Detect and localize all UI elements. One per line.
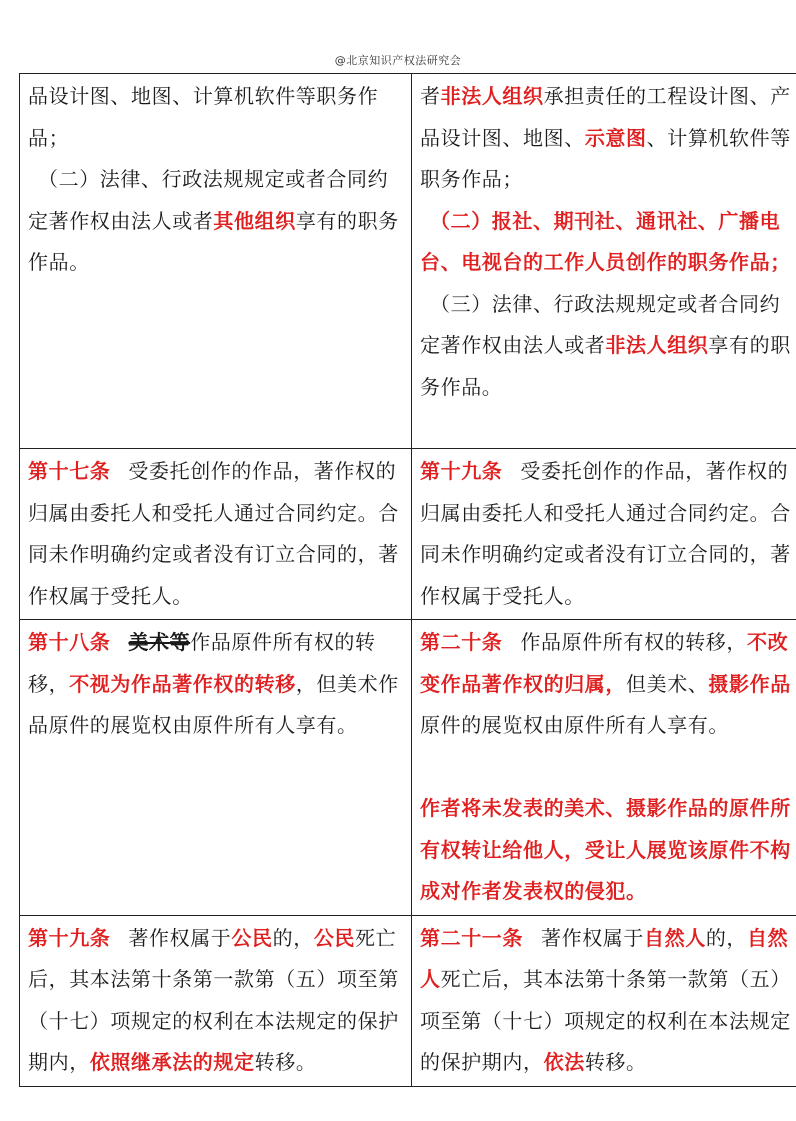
table-row: [20, 620, 796, 916]
blank-line: [420, 747, 796, 789]
text-span: 转移。: [584, 1050, 647, 1074]
paragraph: [420, 76, 796, 201]
paragraph: [420, 918, 796, 1084]
text-span: 受委托创作的作品，著作权的归属由委托人和受托人通过合同约定。合同未作明确约定或者没有订立合同的，著作权属于受托人。: [28, 459, 399, 608]
article-number: 第二十条: [420, 630, 503, 654]
text-span: ，但美术作品原件的展览权由原件所有人享有。: [28, 671, 399, 737]
article-number: 第十九条: [28, 925, 111, 950]
paragraph: [420, 284, 796, 409]
text-span: 受委托创作的作品，著作权的归属由委托人和受托人通过合同约定。合同未作明确约定或者没有订立合同的，著作权属于受托人。: [420, 459, 791, 608]
table-row: [20, 449, 796, 620]
highlighted-text: 自然人: [420, 925, 789, 991]
paragraph: [28, 451, 405, 617]
highlighted-text: 非法人组织: [440, 84, 544, 108]
comparison-table: [19, 73, 796, 1087]
highlighted-text: 不改变作品著作权的归属，: [420, 630, 789, 696]
new-law-cell: [412, 620, 796, 916]
paragraph: [28, 159, 405, 284]
text-span: 著作权属于: [541, 925, 644, 950]
highlighted-text: 自然人: [644, 925, 706, 950]
text-span: 承担责任的工程设计图、产品设计图、地图、: [420, 84, 791, 150]
old-law-cell: [20, 449, 412, 620]
text-span: 作品原件所有权的转移，: [520, 630, 748, 654]
text-span: （二）法律、行政法规规定或者合同约定著作权由法人或者: [28, 167, 389, 233]
text-span: 品设计图、地图、计算机软件等职务作品；: [28, 84, 379, 150]
highlighted-text: 不视为作品著作权的转移: [69, 671, 296, 696]
article-number: 第十九条: [420, 459, 503, 483]
text-span: 但美术、: [626, 671, 709, 696]
article-number: 第二十一条: [420, 925, 523, 950]
highlighted-text: 公民: [313, 925, 356, 950]
highlighted-text: 非法人组织: [605, 333, 709, 357]
text-span: 死亡后，其本法第十条第一款第（五）项至第（十七）项规定的权利在本法规定的保护期内，: [420, 967, 791, 1074]
highlighted-text: 依照继承法的规定: [89, 1050, 255, 1074]
article-number: 第十七条: [28, 459, 111, 483]
struck-text: 美术等: [128, 630, 191, 654]
text-span: 的，: [705, 925, 748, 950]
text-span: 、计算机软件等职务作品；: [420, 125, 791, 191]
highlighted-text: 示意图: [584, 125, 647, 150]
old-law-cell: [20, 915, 412, 1086]
text-span: 的，: [272, 925, 314, 950]
paragraph: [420, 451, 796, 617]
highlighted-text: 摄影作品: [708, 671, 791, 696]
text-span: 转移。: [254, 1050, 317, 1074]
article-number: 第十八条: [28, 630, 111, 654]
highlighted-text: 其他组织: [213, 208, 296, 233]
table-row: [20, 915, 796, 1086]
text-span: 作品原件所有权的转移，: [28, 630, 376, 696]
old-law-cell: [20, 620, 412, 916]
new-law-cell: [412, 74, 796, 449]
text-span: 者: [420, 84, 441, 108]
text-span: 著作权属于: [128, 925, 232, 950]
highlighted-text: 依法: [543, 1050, 585, 1074]
highlighted-text: 公民: [231, 925, 273, 950]
text-span: 享有的职务作品。: [28, 208, 399, 274]
old-law-cell: [20, 74, 412, 449]
table-row: [20, 74, 796, 449]
text-span: 享有的职务作品。: [420, 333, 791, 399]
text-span: （三）法律、行政法规规定或者合同约定著作权由法人或者: [420, 291, 781, 357]
text-span: 原件的展览权由原件所有人享有。: [420, 713, 729, 737]
new-law-cell: [412, 449, 796, 620]
new-law-cell: [412, 915, 796, 1086]
paragraph: [28, 918, 405, 1084]
paragraph: [420, 622, 796, 747]
text-span: 死亡后，其本法第十条第一款第（五）项至第（十七）项规定的权利在本法规定的保护期内，: [28, 925, 399, 1074]
paragraph: [28, 76, 405, 159]
highlighted-paragraph: 作者将未发表的美术、摄影作品的原件所有权转让给他人，受让人展览该原件不构成对作者发表权的侵犯。: [420, 796, 791, 903]
watermark-text: @北京知识产权法研究会: [334, 54, 462, 67]
highlighted-paragraph: （二）报社、期刊社、通讯社、广播电台、电视台的工作人员创作的职务作品；: [420, 208, 791, 274]
paragraph: [28, 622, 405, 747]
